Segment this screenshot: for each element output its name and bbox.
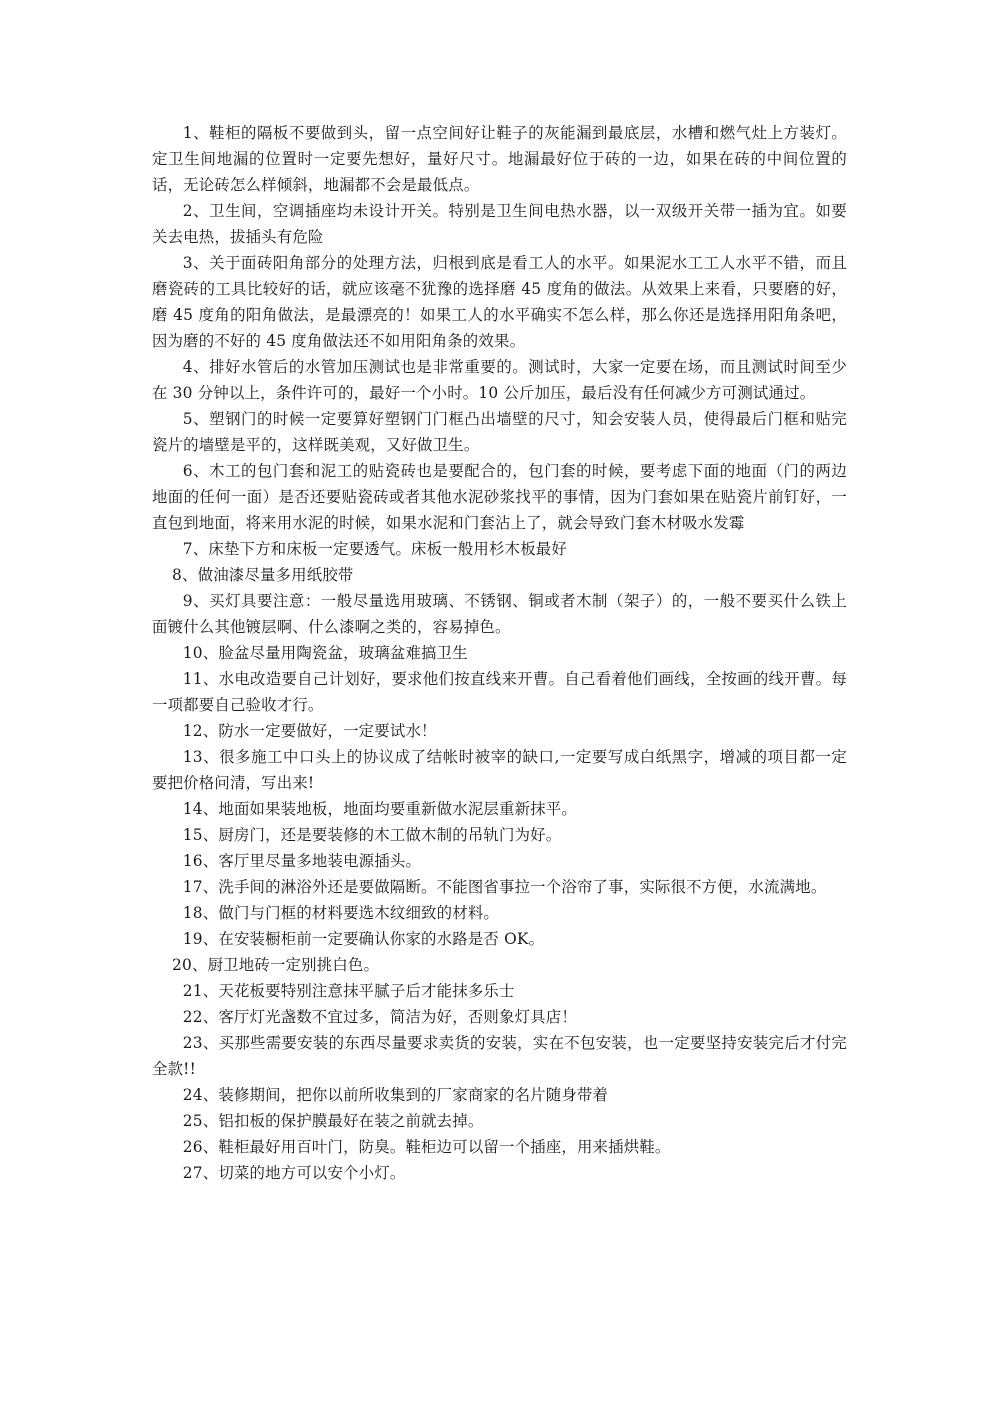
list-item-3: 3、关于面砖阳角部分的处理方法，归根到底是看工人的水平。如果泥水工工人水平不错，而且磨瓷砖的工具比较好的话，就应该毫不犹豫的选择磨 45 度角的做法。从效果上来看，只要磨的好，磨 45 度角的阳角做法，是最漂亮的！如果工人的水平确实不怎么样，那么你还是选择用阳角条吧，因为磨的不好的 45 度角做法还不如用阳角条的效果。 [152,254,847,350]
list-item-22: 22、客厅灯光盏数不宜过多，简洁为好，否则象灯具店！ [182,1008,577,1026]
list-item-7: 7、床垫下方和床板一定要透气。床板一般用杉木板最好 [182,540,567,558]
list-item-15: 15、厨房门，还是要装修的木工做木制的吊轨门为好。 [182,826,562,844]
document-body [152,120,847,1186]
list-item-18: 18、做门与门框的材料要选木纹细致的材料。 [182,904,500,922]
list-item-13: 13、很多施工中口头上的协议成了结帐时被宰的缺口,一定要写成白纸黑字，增减的项目都一定要把价格问清，写出来! [152,748,847,792]
list-item-17: 17、洗手间的淋浴外还是要做隔断。不能图省事拉一个浴帘了事，实际很不方便，水流满地。 [182,878,827,896]
list-item-14: 14、地面如果装地板，地面均要重新做水泥层重新抹平。 [182,800,577,818]
list-item-20: 20、厨卫地砖一定别挑白色。 [172,956,380,974]
list-item-16: 16、客厅里尽量多地装电源插头。 [182,852,422,870]
list-item-5: 5、塑钢门的时候一定要算好塑钢门门框凸出墙壁的尺寸，知会安装人员，使得最后门框和贴完瓷片的墙壁是平的，这样既美观，又好做卫生。 [152,410,847,454]
list-item-26: 26、鞋柜最好用百叶门，防臭。鞋柜边可以留一个插座，用来插烘鞋。 [182,1138,671,1156]
list-item-4: 4、排好水管后的水管加压测试也是非常重要的。测试时，大家一定要在场，而且测试时间至少在 30 分钟以上，条件许可的，最好一个小时。10 公斤加压，最后没有任何减少方可测试通过。 [152,358,847,402]
list-item-1: 1、鞋柜的隔板不要做到头，留一点空间好让鞋子的灰能漏到最底层，水槽和燃气灶上方装灯。定卫生间地漏的位置时一定要先想好，量好尺寸。地漏最好位于砖的一边，如果在砖的中间位置的话，无论砖怎么样倾斜，地漏都不会是最低点。 [152,124,847,194]
list-item-9: 9、买灯具要注意：一般尽量选用玻璃、不锈钢、铜或者木制（架子）的，一般不要买什么铁上面镀什么其他镀层啊、什么漆啊之类的，容易掉色。 [152,592,847,636]
list-item-24: 24、装修期间，把你以前所收集到的厂家商家的名片随身带着 [182,1086,609,1104]
list-item-27: 27、切菜的地方可以安个小灯。 [182,1164,406,1182]
list-item-21: 21、天花板要特别注意抹平腻子后才能抹多乐士 [182,982,515,1000]
list-item-11: 11、水电改造要自己计划好，要求他们按直线来开曹。自己看着他们画线，全按画的线开曹。每一项都要自己验收才行。 [152,670,847,714]
list-item-6: 6、木工的包门套和泥工的贴瓷砖也是要配合的，包门套的时候，要考虑下面的地面（门的两边地面的任何一面）是否还要贴瓷砖或者其他水泥砂浆找平的事情，因为门套如果在贴瓷片前钉好，一直包到地面，将来用水泥的时候，如果水泥和门套沾上了，就会导致门套木材吸水发霉 [152,462,847,532]
list-item-12: 12、防水一定要做好，一定要试水！ [182,722,437,740]
list-item-8: 8、做油漆尽量多用纸胶带 [172,566,354,584]
list-item-2: 2、卫生间，空调插座均未设计开关。特别是卫生间电热水器，以一双级开关带一插为宜。如要关去电热，拔插头有危险 [152,202,847,246]
list-item-10: 10、脸盆尽量用陶瓷盆，玻璃盆难搞卫生 [182,644,468,662]
list-item-23: 23、买那些需要安装的东西尽量要求卖货的安装，实在不包安装，也一定要坚持安装完后才付完全款!! [152,1034,847,1078]
list-item-25: 25、铝扣板的保护膜最好在装之前就去掉。 [182,1112,484,1130]
list-item-19: 19、在安装橱柜前一定要确认你家的水路是否 OK。 [182,930,545,948]
